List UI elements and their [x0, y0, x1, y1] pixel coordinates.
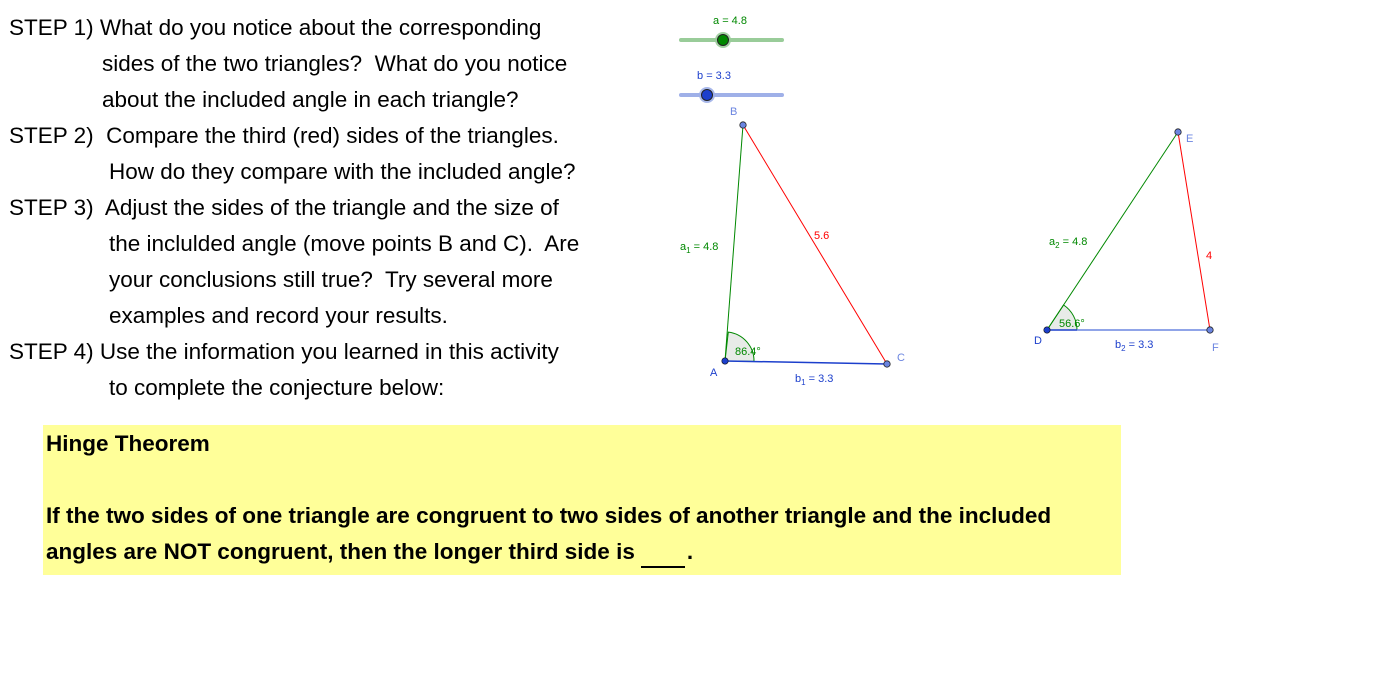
point-f[interactable]	[1207, 327, 1213, 333]
slider-a-label: a = 4.8	[713, 15, 747, 27]
point-e[interactable]	[1175, 129, 1181, 135]
point-d-label: D	[1034, 335, 1042, 347]
point-d	[1044, 327, 1050, 333]
theorem-period: .	[686, 539, 694, 564]
step-3-line-2: the inclulded angle (move points B and C). Are	[109, 231, 580, 256]
theorem-line-2-text: angles are NOT congruent, then the longer third side is	[46, 539, 635, 564]
slider-a[interactable]	[681, 15, 782, 48]
triangle-abc	[680, 106, 905, 387]
slider-b-knob[interactable]	[702, 90, 713, 101]
point-f-label: F	[1212, 342, 1219, 354]
point-c-label: C	[897, 352, 905, 364]
step-4-line-2: to complete the conjecture below:	[109, 375, 445, 400]
point-a	[722, 358, 728, 364]
side-bc-red	[743, 125, 887, 364]
step-3-line-3: your conclusions still true? Try several more	[109, 267, 553, 292]
angle-d-label: 56.6°	[1059, 318, 1085, 330]
side-b2-label: $b_2 = 3.3$	[1115, 339, 1154, 353]
side-a1	[725, 125, 743, 361]
point-a-label: A	[710, 367, 718, 379]
side-a2	[1047, 132, 1178, 330]
step-1-line-3: about the included angle in each triangle?	[102, 87, 519, 112]
side-b1-label: $b_1 = 3.3$	[795, 373, 834, 387]
side-b1	[725, 361, 887, 364]
step-2-line-2: How do they compare with the included angle?	[109, 159, 576, 184]
slider-a-knob[interactable]	[718, 35, 729, 46]
step-2-line-1: STEP 2) Compare the third (red) sides of the triangles.	[9, 123, 559, 148]
step-1-line-1: STEP 1) What do you notice about the corresponding	[9, 15, 542, 40]
slider-b[interactable]	[681, 70, 782, 103]
theorem-line-1: If the two sides of one triangle are congruent to two sides of another triangle and the included	[46, 503, 1052, 528]
slider-b-label: b = 3.3	[697, 70, 731, 82]
angle-a-label: 86.4°	[735, 346, 761, 358]
step-3-line-4: examples and record your results.	[109, 303, 448, 328]
point-b-label: B	[730, 106, 738, 118]
triangle-def	[1034, 129, 1219, 354]
point-c[interactable]	[884, 361, 890, 367]
step-3-line-1: STEP 3) Adjust the sides of the triangle and the size of	[9, 195, 559, 220]
point-b[interactable]	[740, 122, 746, 128]
side-ef-red	[1178, 132, 1213, 330]
side-a1-label: $a_1 = 4.8$	[680, 241, 719, 255]
side-a2-label: $a_2 = 4.8$	[1049, 236, 1088, 250]
side-bc-label: 5.6	[814, 230, 830, 242]
side-ef-label: 4	[1206, 250, 1213, 262]
step-4-line-1: STEP 4) Use the information you learned in this activity	[9, 339, 559, 364]
step-1-line-2: sides of the two triangles? What do you notice	[102, 51, 568, 76]
point-e-label: E	[1186, 133, 1194, 145]
theorem-title: Hinge Theorem	[46, 431, 210, 456]
